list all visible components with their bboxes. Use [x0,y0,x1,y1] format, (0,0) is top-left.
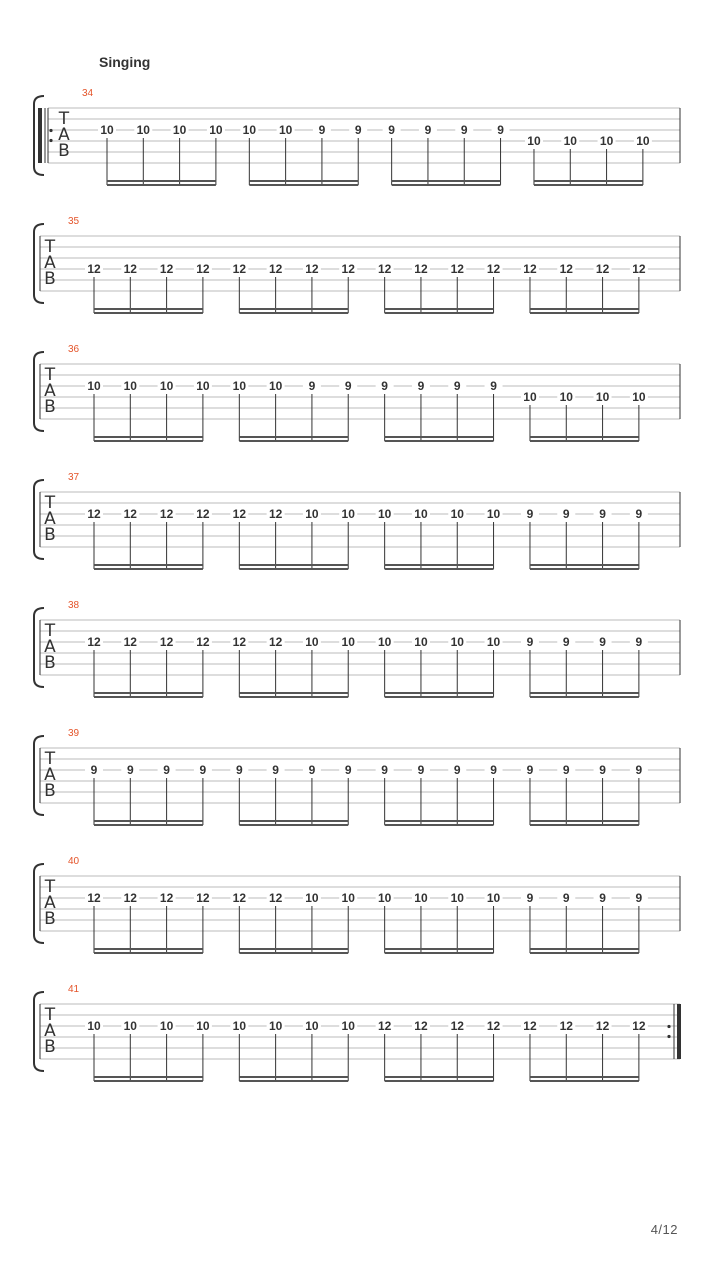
fret-number: 10 [341,507,355,521]
fret-number: 10 [159,1019,174,1033]
fret-number: 9 [318,123,326,137]
page-number: 4/12 [650,1222,678,1237]
beam [530,696,639,698]
beam [239,692,348,694]
fret-number: 12 [486,262,501,276]
beam [385,692,494,694]
beam [94,820,203,822]
fret-number: 10 [268,1019,283,1033]
fret-number: 12 [523,1019,537,1033]
tab-clef-letter: A [58,125,70,145]
tab-clef-letter: B [44,781,56,801]
fret-number: 12 [559,1019,573,1033]
beam [94,308,203,310]
fret-number: 12 [87,262,101,276]
tab-clef-letter: A [44,509,56,529]
beam [385,696,494,698]
fret-number: 9 [526,763,534,777]
fret-number: 10 [636,134,650,148]
measure-number: 38 [68,600,80,611]
fret-number: 9 [562,635,570,649]
fret-number: 9 [417,379,425,393]
fret-number: 10 [305,507,319,521]
fret-number: 10 [599,134,614,148]
beam [107,184,216,186]
repeat-start-thick [38,108,42,163]
beam [94,568,203,570]
fret-number: 9 [354,123,362,137]
tab-clef-letter: T [44,237,56,257]
beam [249,180,358,182]
fret-number: 9 [599,507,606,521]
fret-number: 12 [232,891,247,905]
fret-number: 10 [341,1019,355,1033]
tab-clef-letter: B [58,141,70,161]
fret-number: 9 [381,379,388,393]
fret-number: 12 [341,262,355,276]
fret-number: 10 [305,1019,319,1033]
section-title: Singing [99,54,151,70]
fret-number: 12 [595,262,610,276]
beam [94,696,203,698]
fret-number: 9 [635,507,643,521]
beam [239,440,348,442]
fret-number: 12 [595,1019,610,1033]
fret-number: 9 [453,379,461,393]
beam [239,568,348,570]
fret-number: 9 [497,123,504,137]
fret-number: 9 [526,891,534,905]
tab-clef-letter: B [44,269,56,289]
beam [239,824,348,826]
beam [385,564,494,566]
fret-number: 9 [562,507,570,521]
beam [94,440,203,442]
beam [107,180,216,182]
tab-clef-letter: B [44,397,56,417]
fret-number: 12 [196,507,210,521]
fret-number: 10 [414,891,428,905]
fret-number: 12 [123,891,137,905]
beam [239,564,348,566]
beam [530,308,639,310]
fret-number: 10 [486,891,501,905]
beam [385,1080,494,1082]
fret-number: 10 [196,1019,210,1033]
fret-number: 12 [632,262,646,276]
fret-number: 12 [159,635,174,649]
beam [385,312,494,314]
repeat-end-thick [677,1004,681,1059]
tab-clef-letter: A [44,381,56,401]
beam [530,820,639,822]
fret-number: 12 [305,262,319,276]
beam [530,440,639,442]
fret-number: 9 [526,635,534,649]
beam [392,184,501,186]
fret-number: 9 [90,763,98,777]
fret-number: 12 [159,262,174,276]
fret-number: 9 [635,891,643,905]
beam [94,1076,203,1078]
fret-number: 10 [87,379,101,393]
tab-clef-letter: A [44,1021,56,1041]
fret-number: 10 [450,507,464,521]
tab-clef-letter: T [44,621,56,641]
fret-number: 10 [305,635,319,649]
fret-number: 10 [136,123,150,137]
beam [94,312,203,314]
fret-number: 12 [268,262,283,276]
fret-number: 10 [100,123,114,137]
repeat-dot [667,1035,670,1038]
fret-number: 12 [268,635,283,649]
measure-number: 35 [68,216,80,227]
fret-number: 10 [595,390,610,404]
fret-number: 12 [196,262,210,276]
fret-number: 9 [460,123,468,137]
fret-number: 12 [232,262,247,276]
fret-number: 9 [308,763,316,777]
measure-number: 37 [68,472,80,483]
measure-number: 40 [68,856,80,867]
measure-number: 41 [68,984,80,995]
beam [249,184,358,186]
tab-clef-letter: A [44,765,56,785]
fret-number: 10 [159,379,174,393]
fret-number: 10 [209,123,223,137]
beam [385,952,494,954]
fret-number: 12 [450,262,464,276]
tab-clef-letter: T [44,1005,56,1025]
beam [385,436,494,438]
fret-number: 12 [377,1019,392,1033]
beam [530,824,639,826]
fret-number: 12 [632,1019,646,1033]
fret-number: 12 [486,1019,501,1033]
beam [530,692,639,694]
tab-clef-letter: T [58,109,70,129]
fret-number: 10 [87,1019,101,1033]
fret-number: 9 [388,123,395,137]
beam [239,948,348,950]
fret-number: 12 [523,262,537,276]
fret-number: 9 [381,763,388,777]
beam [385,568,494,570]
fret-number: 12 [450,1019,464,1033]
fret-number: 10 [486,635,501,649]
beam [94,824,203,826]
fret-number: 9 [599,891,606,905]
fret-number: 12 [87,635,101,649]
repeat-dot [49,129,52,132]
tab-clef-letter: A [44,637,56,657]
fret-number: 10 [232,1019,247,1033]
fret-number: 10 [123,1019,137,1033]
fret-number: 10 [232,379,247,393]
beam [530,948,639,950]
fret-number: 12 [559,262,573,276]
measure-number: 39 [68,728,80,739]
fret-number: 10 [414,635,428,649]
fret-number: 10 [563,134,577,148]
fret-number: 10 [305,891,319,905]
beam [94,564,203,566]
beam [530,1080,639,1082]
beam [530,952,639,954]
fret-number: 12 [87,891,101,905]
beam [239,308,348,310]
fret-number: 10 [450,635,464,649]
beam [239,696,348,698]
beam [530,312,639,314]
beam [385,308,494,310]
fret-number: 12 [232,635,247,649]
fret-number: 10 [632,390,646,404]
tab-clef-letter: B [44,1037,56,1057]
fret-number: 10 [377,635,392,649]
fret-number: 9 [344,763,352,777]
tab-clef-letter: B [44,525,56,545]
repeat-dot [49,139,52,142]
beam [94,948,203,950]
beam [239,1080,348,1082]
repeat-dot [667,1025,670,1028]
fret-number: 9 [526,507,534,521]
fret-number: 9 [599,635,606,649]
beam [530,568,639,570]
fret-number: 10 [414,507,428,521]
fret-number: 9 [635,763,643,777]
beam [94,692,203,694]
fret-number: 10 [278,123,293,137]
tab-clef-letter: A [44,253,56,273]
fret-number: 10 [341,635,355,649]
fret-number: 12 [159,507,174,521]
beam [534,184,643,186]
fret-number: 12 [268,507,283,521]
beam [392,180,501,182]
fret-number: 9 [163,763,170,777]
beam [534,180,643,182]
fret-number: 12 [123,635,137,649]
fret-number: 10 [268,379,283,393]
fret-number: 9 [599,763,606,777]
beam [94,952,203,954]
fret-number: 9 [417,763,425,777]
beam [385,824,494,826]
tab-clef-letter: B [44,909,56,929]
fret-number: 12 [123,262,137,276]
beam [239,820,348,822]
beam [530,1076,639,1078]
fret-number: 12 [232,507,247,521]
beam [94,1080,203,1082]
fret-number: 12 [414,1019,428,1033]
fret-number: 9 [635,635,643,649]
fret-number: 9 [562,763,570,777]
fret-number: 10 [242,123,257,137]
fret-number: 9 [490,763,497,777]
fret-number: 12 [377,262,392,276]
fret-number: 9 [344,379,352,393]
fret-number: 10 [486,507,501,521]
beam [239,952,348,954]
beam [530,564,639,566]
measure-number: 34 [82,88,94,99]
tab-clef-letter: T [44,877,56,897]
beam [385,820,494,822]
beam [385,948,494,950]
beam [239,312,348,314]
fret-number: 10 [196,379,210,393]
fret-number: 12 [414,262,428,276]
fret-number: 12 [268,891,283,905]
fret-number: 10 [123,379,137,393]
fret-number: 12 [87,507,101,521]
fret-number: 10 [377,891,392,905]
fret-number: 10 [377,507,392,521]
fret-number: 10 [450,891,464,905]
fret-number: 9 [490,379,497,393]
fret-number: 9 [272,763,279,777]
fret-number: 12 [196,635,210,649]
beam [239,1076,348,1078]
beam [385,440,494,442]
tab-clef-letter: T [44,493,56,513]
fret-number: 10 [527,134,541,148]
tab-clef-letter: A [44,893,56,913]
fret-number: 10 [559,390,573,404]
fret-number: 12 [196,891,210,905]
tab-clef-letter: T [44,365,56,385]
fret-number: 9 [453,763,461,777]
beam [239,436,348,438]
fret-number: 10 [341,891,355,905]
measure-number: 36 [68,344,80,355]
tab-clef-letter: T [44,749,56,769]
beam [94,436,203,438]
fret-number: 9 [562,891,570,905]
fret-number: 9 [126,763,134,777]
tab-clef-letter: B [44,653,56,673]
beam [530,436,639,438]
fret-number: 10 [523,390,537,404]
fret-number: 9 [424,123,432,137]
fret-number: 9 [199,763,207,777]
beam [385,1076,494,1078]
fret-number: 12 [123,507,137,521]
fret-number: 10 [172,123,187,137]
fret-number: 9 [308,379,316,393]
fret-number: 9 [235,763,243,777]
fret-number: 12 [159,891,174,905]
